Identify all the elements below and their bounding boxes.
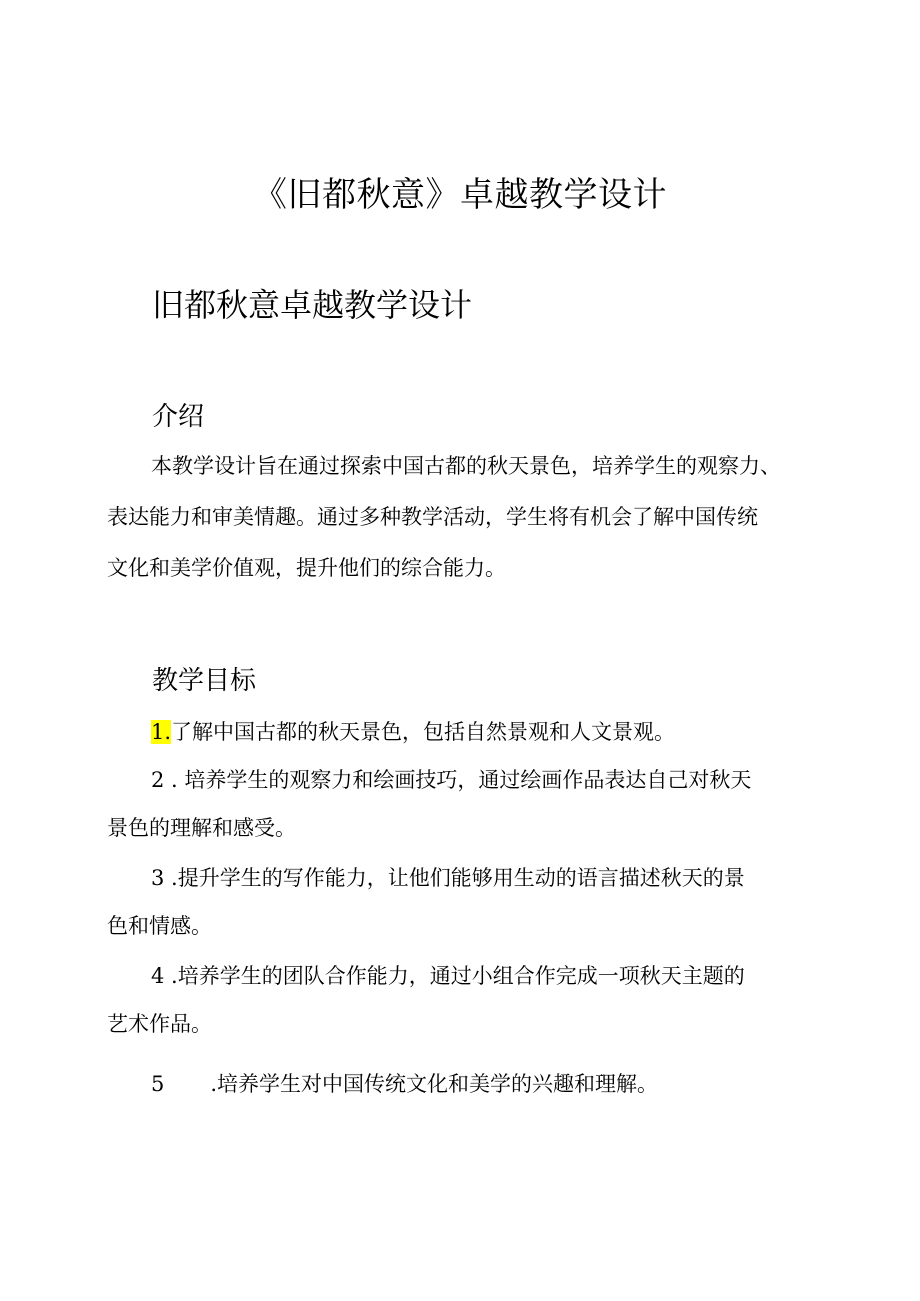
intro-line: 表达能力和审美情趣。通过多种教学活动，学生将有机会了解中国传统 xyxy=(107,505,758,529)
document-subtitle: 旧都秋意卓越教学设计 xyxy=(152,287,473,323)
objective-number: 5 xyxy=(151,1072,165,1096)
objective-item xyxy=(107,1064,837,1104)
intro-line: 本教学设计旨在通过探索中国古都的秋天景色，培养学生的观察力、 xyxy=(151,454,781,478)
objective-item xyxy=(107,956,837,1044)
intro-paragraph xyxy=(107,446,837,588)
objective-text: 色和情感。 xyxy=(107,914,212,938)
objective-number: 1. xyxy=(151,720,172,744)
objective-text: 景色的理解和感受。 xyxy=(107,816,296,840)
intro-line: 文化和美学价值观，提升他们的综合能力。 xyxy=(107,556,506,580)
objective-number: 4 xyxy=(151,964,165,988)
objective-text: .培养学生对中国传统文化和美学的兴趣和理解。 xyxy=(210,1072,659,1096)
objective-number: 3 xyxy=(151,866,165,890)
objective-text: . 培养学生的观察力和绘画技巧，通过绘画作品表达自己对秋天 xyxy=(164,768,752,792)
intro-heading: 介绍 xyxy=(152,401,205,431)
objective-number: 2 xyxy=(151,768,165,792)
objective-text: 艺术作品。 xyxy=(107,1012,212,1036)
objective-item xyxy=(107,858,837,946)
objectives-heading: 教学目标 xyxy=(152,665,257,695)
document-title: 《旧都秋意》卓越教学设计 xyxy=(253,176,667,214)
objective-item xyxy=(107,760,837,848)
objective-text: .培养学生的团队合作能力，通过小组合作完成一项秋天主题的 xyxy=(164,964,745,988)
objective-text: .提升学生的写作能力，让他们能够用生动的语言描述秋天的景 xyxy=(164,866,745,890)
objective-text: 了解中国古都的秋天景色，包括自然景观和人文景观。 xyxy=(171,720,676,744)
objective-item xyxy=(107,712,837,752)
